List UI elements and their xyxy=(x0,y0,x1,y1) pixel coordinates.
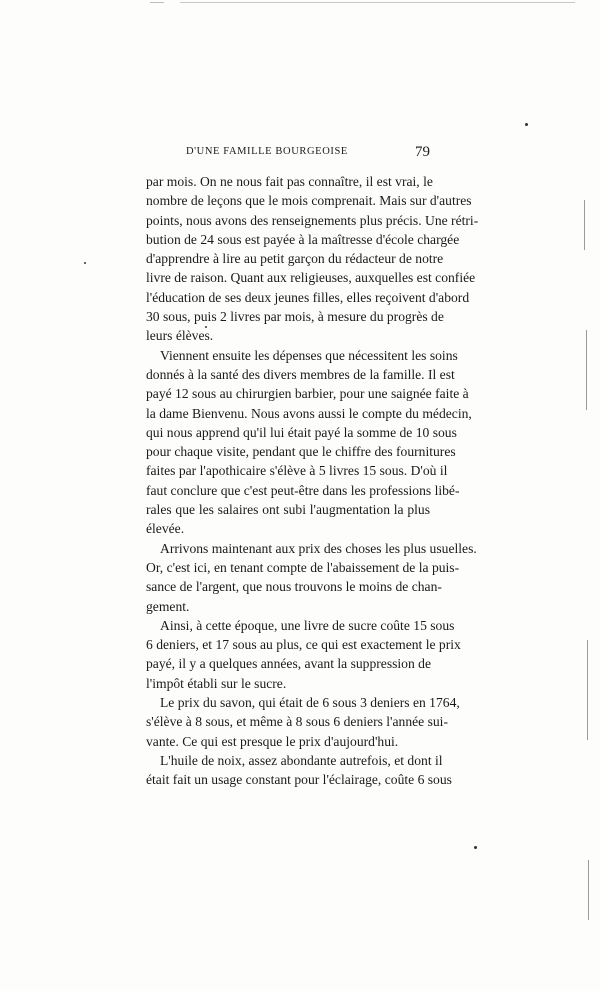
paragraph xyxy=(146,616,461,693)
text-line: Viennent ensuite les dépenses que nécessitent les soins xyxy=(160,347,458,363)
text-line: vante. Ce qui est presque le prix d'aujourd'hui. xyxy=(146,733,399,749)
text-line: pour chaque visite, pendant que le chiffre des fournitures xyxy=(146,444,456,460)
text-line: livre de raison. Quant aux religieuses, auxquelles est confiée xyxy=(146,270,476,286)
text-line: faut conclure que c'est peut-être dans les professions libé- xyxy=(146,482,460,498)
text-line: faites par l'apothicaire s'élève à 5 livres 15 sous. D'où il xyxy=(146,463,448,479)
text-line: d'apprendre à lire au petit garçon du rédacteur de notre xyxy=(146,251,444,267)
text-line: l'éducation de ses deux jeunes filles, elles reçoivent d'abord xyxy=(146,289,470,305)
text-line: donnés à la santé des divers membres de la famille. Il est xyxy=(146,366,455,382)
paragraph xyxy=(146,346,472,539)
text-line: qui nous apprend qu'il lui était payé la somme de 10 sous xyxy=(146,424,457,440)
text-line: élevée. xyxy=(146,521,185,537)
text-line: payé, il y a quelques années, avant la suppression de xyxy=(146,656,432,672)
text-line: leurs élèves. xyxy=(146,328,214,344)
text-line: l'impôt établi sur le sucre. xyxy=(146,675,287,691)
paragraph xyxy=(146,539,477,616)
text-line: Arrivons maintenant aux prix des choses les plus usuelles. xyxy=(160,540,477,556)
text-line: 6 deniers, et 17 sous au plus, ce qui est exactement le prix xyxy=(146,637,461,653)
text-line: gement. xyxy=(146,598,190,614)
paragraph xyxy=(146,693,460,751)
text-line: rales que les salaires ont subi l'augmentation la plus xyxy=(146,502,430,518)
page-number: 79 xyxy=(415,144,430,160)
running-title: D'UNE FAMILLE BOURGEOISE xyxy=(186,146,348,157)
text-line: bution de 24 sous est payée à la maîtresse d'école chargée xyxy=(146,231,460,247)
scan-edge-line xyxy=(587,640,588,740)
body-text xyxy=(146,172,479,790)
text-line: payé 12 sous au chirurgien barbier, pour une saignée faite à xyxy=(146,386,469,402)
text-line: par mois. On ne nous fait pas connaître, il est vrai, le xyxy=(146,174,433,189)
running-head xyxy=(146,144,430,166)
scan-edge-line xyxy=(588,860,589,920)
text-line: points, nous avons des renseignements plus précis. Une rétri- xyxy=(146,212,479,228)
text-line: Ainsi, à cette époque, une livre de sucre coûte 15 sous xyxy=(160,617,455,633)
text-line: 30 sous, puis 2 livres par mois, à mesure du progrès de xyxy=(146,309,444,325)
text-line: Or, c'est ici, en tenant compte de l'abaissement de la puis- xyxy=(146,559,460,575)
scan-speck xyxy=(84,262,86,264)
scan-top-edge-line xyxy=(180,2,575,3)
scan-edge-line xyxy=(586,330,587,410)
scan-top-edge-mark xyxy=(150,2,164,3)
text-line: la dame Bienvenu. Nous avons aussi le compte du médecin, xyxy=(146,405,472,421)
paragraph xyxy=(146,172,479,346)
scan-speck xyxy=(525,123,528,126)
text-line: L'huile de noix, assez abondante autrefois, et dont il xyxy=(160,752,443,768)
text-line: nombre de leçons que le mois comprenait. Mais sur d'autres xyxy=(146,193,472,209)
text-line: sance de l'argent, que nous trouvons le moins de chan- xyxy=(146,579,442,595)
text-line: était fait un usage constant pour l'éclairage, coûte 6 sous xyxy=(146,772,452,788)
scan-speck xyxy=(474,846,477,849)
text-line: s'élève à 8 sous, et même à 8 sous 6 deniers l'année sui- xyxy=(146,714,448,730)
paragraph xyxy=(146,751,452,790)
text-line: Le prix du savon, qui était de 6 sous 3 deniers en 1764, xyxy=(160,695,460,711)
scan-edge-line xyxy=(584,200,585,250)
